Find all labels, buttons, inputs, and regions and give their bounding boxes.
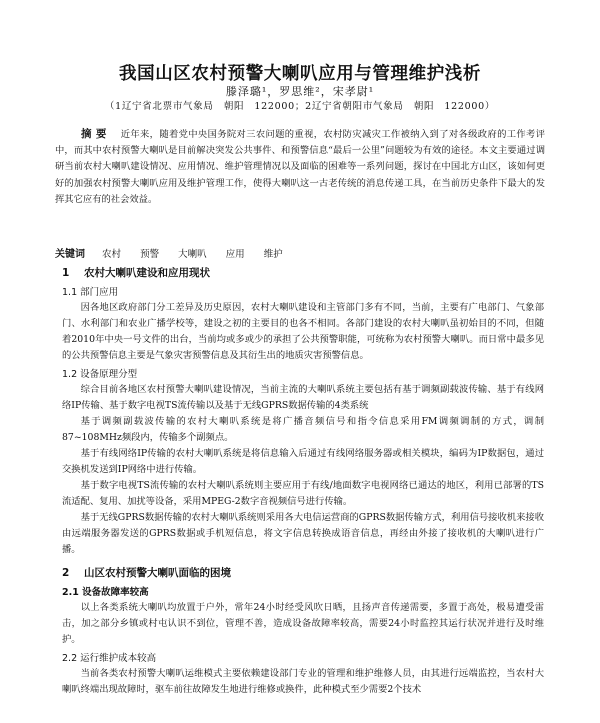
abstract [55,126,545,208]
keywords [55,245,545,260]
keyword: 预警 [140,249,160,260]
subsection-heading: 1.1 部门应用 [62,287,119,298]
paragraph: 以上各类系统大喇叭均放置于户外，常年24小时经受风吹日晒，且扬声音传递需要，多置于高处，极易遭受雷击，加之部分乡镇或村屯认识不到位，管理不善，造成设备故障率较高，需要24小时监控其运行状况并进行及时维护。 [62,602,544,645]
paragraph: 基于有线网络IP传输的农村大喇叭系统是将信息输入后通过有线网络服务器或相关模块，编码为IP数据包，通过交换机发送到IP网络中进行传输。 [62,448,544,475]
section-number: 2 [62,567,70,579]
subsection-heading: 1.2 设备原理分型 [62,369,138,380]
section-heading [62,565,544,580]
section-heading [62,265,544,280]
section-title: 山区农村预警大喇叭面临的困境 [84,567,231,579]
keyword: 维护 [263,249,283,260]
paper-title: 我国山区农村预警大喇叭应用与管理维护浅析 [119,64,481,84]
section-number: 1 [62,267,70,279]
paragraph: 因各地区政府部门分工差异及历史原因，农村大喇叭建设和主管部门多有不同，当前，主要有广电部门、气象部门、水利部门和农业广播学校等，建设之初的主要目的也各不相同。各部门建设的农村大喇叭虽初始目的不同，但随着2010年中央一号文件的出台，当前均或多或少的承担了公共预警职能，可统称为农村预警大喇叭。而日常中最多见的公共预警信息主要是气象灾害预警信息及其衍生出的地质灾害预警信息。 [62,302,544,361]
paper-body [62,262,544,698]
keyword: 大喇叭 [178,249,207,260]
abstract-text: 近年来，随着党中央国务院对三农问题的重视，农村防灾减灾工作被纳入到了对各级政府的工作考评中，而其中农村预警大喇叭是目前解决突发公共事件、和预警信息“最后一公里”问题较为有效的途径。本文主要通过调研当前农村大喇叭建设情况、应用情况、维护管理情况以及面临的困难等一系列问题，探讨在中国北方山区，该如何更好的加强农村预警大喇叭应用及维护管理工作，使得大喇叭这一古老传统的消息传递工具，在当前历史条件下最大的发挥其它应有的社会效益。 [55,129,545,205]
paragraph: 当前各类农村预警大喇叭运维模式主要依赖建设部门专业的管理和维护维修人员，由其进行远端监控，当农村大喇叭终端出现故障时，驱车前往故障发生地进行维修或换件，此种模式至少需要2个技术 [62,668,544,695]
section-title: 农村大喇叭建设和应用现状 [84,267,210,279]
section-2 [62,565,544,698]
keywords-label: 关键词 [55,249,85,260]
abstract-label: 摘要 [81,128,111,140]
affiliation-line: （1辽宁省北票市气象局 朝阳 122000；2辽宁省朝阳市气象局 朝阳 122000） [104,101,496,112]
subsection-heading: 2.1 设备故障率较高 [62,587,149,598]
paragraph: 基于无线GPRS数据传输的农村大喇叭系统则采用各大电信运营商的GPRS数据传输方式，利用信号接收机来接收由远端服务器发送的GPRS数据或手机短信息，将文字信息转换成语音信息，再经由外接了接收机的大喇叭进行广播。 [62,512,544,555]
subsection-heading: 2.2 运行维护成本较高 [62,653,157,664]
keyword: 农村 [102,249,122,260]
paragraph: 基于数字电视TS流传输的农村大喇叭系统则主要应用于有线/地面数字电视网络已通达的地区，利用已部署的TS流适配、复用、加扰等设备，采用MPEG-2数字音视频信号进行传输。 [62,480,544,507]
section-1 [62,265,544,558]
paragraph: 基于调频副载波传输的农村大喇叭系统是将广播音频信号和指令信息采用FM调频调制的方式，调制87~108MHz频段内，传输多个副频点。 [62,416,544,443]
author-line: 滕泽璐¹，罗思维²，宋孝尉¹ [225,85,375,98]
keyword: 应用 [225,249,245,260]
paragraph: 综合目前各地区农村预警大喇叭建设情况，当前主流的大喇叭系统主要包括有基于调频副载波传输、基于有线网络IP传输、基于数字电视TS流传输以及基于无线GPRS数据传输的4类系统 [62,384,544,411]
